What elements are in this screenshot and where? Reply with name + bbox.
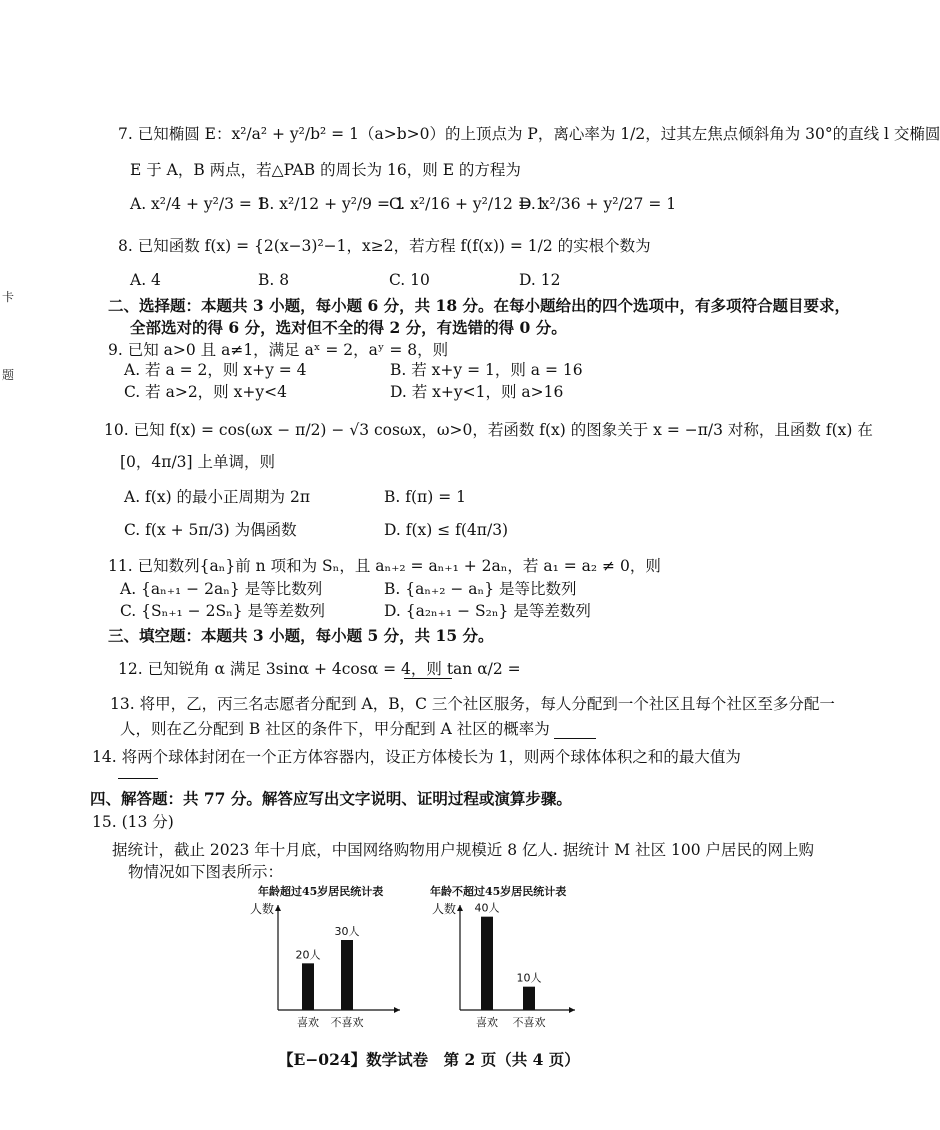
q15-line1: 据统计，截止 2023 年十月底，中国网络购物用户规模近 8 亿人. 据统计 M 社区 100 户居民的网上购 <box>112 841 815 859</box>
chart1-x-axis-arrow <box>394 1007 400 1013</box>
q9-line1: 9. 已知 a>0 且 a≠1，满足 aˣ = 2，aʸ = 8，则 <box>108 341 449 359</box>
section4-heading: 四、解答题：共 77 分。解答应写出文字说明、证明过程或演算步骤。 <box>90 789 572 808</box>
q10-line2: [0，4π/3] 上单调，则 <box>120 453 276 471</box>
q7-option-a: A. x²/4 + y²/3 = 1 <box>130 195 267 213</box>
chart1-data-label-0: 20人 <box>295 948 321 962</box>
q8-option-c: C. 10 <box>389 271 430 289</box>
section3-heading: 三、填空题：本题共 3 小题，每小题 5 分，共 15 分。 <box>108 626 494 645</box>
q9-option-c: C. 若 a>2，则 x+y<4 <box>124 383 287 401</box>
q10-option-d: D. f(x) ≤ f(4π/3) <box>384 521 509 539</box>
q7-option-c: C. x²/16 + y²/12 = 1 <box>389 195 546 213</box>
q14-line1: 14. 将两个球体封闭在一个正方体容器内，设正方体棱长为 1，则两个球体体积之和的最大值为 <box>92 748 741 766</box>
margin-mark-2: 题 <box>2 368 15 382</box>
chart2-x-axis-arrow <box>569 1007 575 1013</box>
q14-answer-blank <box>118 768 158 779</box>
q10-line1: 10. 已知 f(x) = cos(ωx − π/2) − √3 cosωx，ω>0，若函数 f(x) 的图象关于 x = −π/3 对称，且函数 f(x) 在 <box>104 421 873 439</box>
chart1-data-label-1: 30人 <box>334 925 360 938</box>
chart2-data-label-1: 10人 <box>516 971 542 985</box>
chart1-bar-0 <box>302 963 314 1010</box>
q7-option-b: B. x²/12 + y²/9 = 1 <box>258 195 405 213</box>
q7-line1: 7. 已知椭圆 E：x²/a² + y²/b² = 1（a>b>0）的上顶点为 P，离心率为 1/2，过其左焦点倾斜角为 30°的直线 l 交椭圆 <box>118 125 940 143</box>
section2-heading: 二、选择题：本题共 3 小题，每小题 6 分，共 18 分。在每小题给出的四个选项中，有多项符合题目要求， <box>108 296 851 315</box>
q12-answer-blank <box>404 664 452 679</box>
chart2-data-label-0: 40人 <box>474 901 500 915</box>
q11-option-d: D. {a₂ₙ₊₁ − S₂ₙ} 是等差数列 <box>384 602 591 620</box>
q11-option-a: A. {aₙ₊₁ − 2aₙ} 是等比数列 <box>120 580 323 598</box>
chart1-bar-1 <box>341 940 353 1010</box>
page-footer: 【E−024】数学试卷 第 2 页（共 4 页） <box>278 1050 580 1069</box>
chart2-y-axis-arrow <box>457 905 463 911</box>
q12-line1: 12. 已知锐角 α 满足 3sinα + 4cosα = 4，则 tan α/2 = <box>118 660 521 678</box>
q10-option-a: A. f(x) 的最小正周期为 2π <box>124 488 311 506</box>
chart1-title: 年龄超过45岁居民统计表 <box>258 885 384 898</box>
chart2-ylabel: 人数 <box>432 902 457 916</box>
chart2-bar-chart <box>425 895 585 1040</box>
q7-option-d: D. x²/36 + y²/27 = 1 <box>519 195 677 213</box>
q9-option-b: B. 若 x+y = 1，则 a = 16 <box>390 361 583 379</box>
section2-note: 全部选对的得 6 分，选对但不全的得 2 分，有选错的得 0 分。 <box>130 318 567 337</box>
q15-line2: 物情况如下图表所示： <box>128 863 284 881</box>
q13-line2: 人，则在乙分配到 B 社区的条件下，甲分配到 A 社区的概率为 <box>120 720 550 738</box>
q8-option-b: B. 8 <box>258 271 290 289</box>
q11-option-c: C. {Sₙ₊₁ − 2Sₙ} 是等差数列 <box>120 602 326 620</box>
chart1-category-label-0: 喜欢 <box>297 1016 319 1029</box>
chart2-title: 年龄不超过45岁居民统计表 <box>430 885 567 898</box>
q8-line1: 8. 已知函数 f(x) = {2(x−3)²−1，x≥2，若方程 f(f(x)) = 1/2 的实根个数为 <box>118 237 651 255</box>
chart1-y-axis-arrow <box>275 905 281 911</box>
chart1-bar-chart <box>240 895 410 1040</box>
chart2-category-label-1: 不喜欢 <box>512 1016 546 1029</box>
q10-option-c: C. f(x + 5π/3) 为偶函数 <box>124 521 297 539</box>
chart2-category-label-0: 喜欢 <box>476 1016 498 1029</box>
q8-option-d: D. 12 <box>519 271 561 289</box>
q10-option-b: B. f(π) = 1 <box>384 488 466 506</box>
q11-option-b: B. {aₙ₊₂ − aₙ} 是等比数列 <box>384 580 577 598</box>
q9-option-a: A. 若 a = 2，则 x+y = 4 <box>124 361 307 379</box>
margin-mark-1: 卡 <box>2 290 15 304</box>
q9-option-d: D. 若 x+y<1，则 a>16 <box>390 383 564 401</box>
q15-heading: 15. (13 分) <box>92 813 174 831</box>
chart1-ylabel: 人数 <box>250 902 275 916</box>
q13-line1: 13. 将甲，乙，丙三名志愿者分配到 A，B，C 三个社区服务，每人分配到一个社区且每个社区至多分配一 <box>110 695 835 713</box>
chart2-bar-0 <box>481 917 493 1010</box>
q7-line2: E 于 A，B 两点，若△PAB 的周长为 16，则 E 的方程为 <box>130 161 521 179</box>
chart1-category-label-1: 不喜欢 <box>330 1016 364 1029</box>
q8-option-a: A. 4 <box>130 271 161 289</box>
q11-line1: 11. 已知数列{aₙ}前 n 项和为 Sₙ，且 aₙ₊₂ = aₙ₊₁ + 2aₙ，若 a₁ = a₂ ≠ 0，则 <box>108 557 661 575</box>
chart2-bar-1 <box>523 987 535 1010</box>
q13-answer-blank <box>554 724 596 739</box>
